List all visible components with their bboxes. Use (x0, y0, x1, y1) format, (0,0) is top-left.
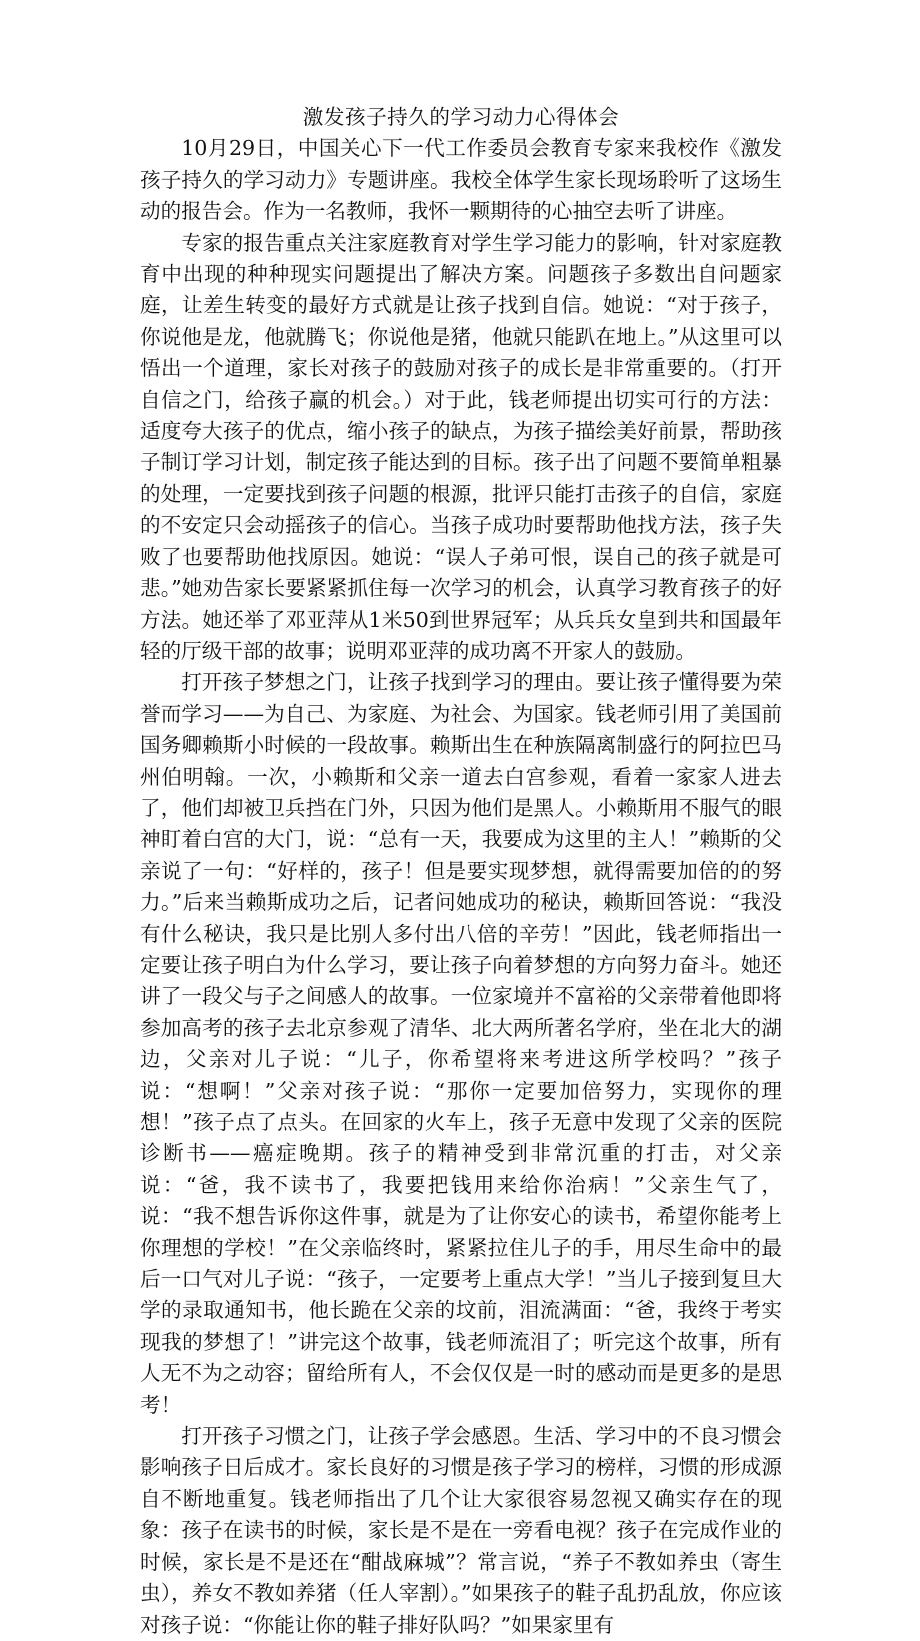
paragraph-intro: 10月29日，中国关心下一代工作委员会教育专家来我校作《激发孩子持久的学习动力》专题讲座。我校全体学生家长现场聆听了这场生动的报告会。作为一名教师，我怀一颗期待的心抽空去听了讲座。 (140, 136, 782, 224)
document-title: 激发孩子持久的学习动力心得体会 (302, 105, 620, 129)
paragraph-dream: 打开孩子梦想之门，让孩子找到学习的理由。要让孩子懂得要为荣誉而学习——为自己、为家庭、为社会、为国家。钱老师引用了美国前国务卿赖斯小时候的一段故事。赖斯出生在种族隔离制盛行的阿拉巴马州伯明翰。一次，小赖斯和父亲一道去白宫参观，看着一家家人进去了，他们却被卫兵挡在门外，只因为他们是黑人。小赖斯用不服气的眼神盯着白宫的大门，说：“总有一天，我要成为这里的主人！”赖斯的父亲说了一句：“好样的，孩子！但是要实现梦想，就得需要加倍的的努力。”后来当赖斯成功之后，记者问她成功的秘诀，赖斯回答说：“我没有什么秘诀，我只是比别人多付出八倍的辛劳！”因此，钱老师指出一定要让孩子明白为什么学习，要让孩子向着梦想的方向努力奋斗。她还讲了一段父与子之间感人的故事。一位家境并不富裕的父亲带着他即将参加高考的孩子去北京参观了清华、北大两所著名学府，坐在北大的湖边，父亲对儿子说：“儿子，你希望将来考进这所学校吗？”孩子说：“想啊！”父亲对孩子说：“那你一定要加倍努力，实现你的理想！”孩子点了点头。在回家的火车上，孩子无意中发现了父亲的医院诊断书——癌症晚期。孩子的精神受到非常沉重的打击，对父亲说：“爸，我不读书了，我要把钱用来给你治病！”父亲生气了，说：“我不想告诉你这件事，就是为了让你安心的读书，希望你能考上你理想的学校！”在父亲临终时，紧紧拉住儿子的手，用尽生命中的最后一口气对儿子说：“孩子，一定要考上重点大学！”当儿子接到复旦大学的录取通知书，他长跪在父亲的坟前，泪流满面：“爸，我终于考实现我的梦想了！”讲完这个故事，钱老师流泪了；听完这个故事，所有人无不为之动容；留给所有人，不会仅仅是一时的感动而是更多的是思考！ (140, 670, 782, 1417)
paragraph-confidence: 专家的报告重点关注家庭教育对学生学习能力的影响，针对家庭教育中出现的种种现实问题提出了解决方案。问题孩子多数出自问题家庭，让差生转变的最好方式就是让孩子找到自信。她说：“对于孩子，你说他是龙，他就腾飞；你说他是猪，他就只能趴在地上。”从这里可以悟出一个道理，家长对孩子的鼓励对孩子的成长是非常重要的。（打开自信之门，给孩子赢的机会。）对于此，钱老师提出切实可行的方法：适度夸大孩子的优点，缩小孩子的缺点，为孩子描绘美好前景，帮助孩子制订学习计划，制定孩子能达到的目标。孩子出了问题不要简单粗暴的处理，一定要找到孩子问题的根源，批评只能打击孩子的自信，家庭的不安定只会动摇孩子的信心。当孩子成功时要帮助他找方法，孩子失败了也要帮助他找原因。她说：“误人子弟可恨，误自己的孩子就是可悲。”她劝告家长要紧紧抓住每一次学习的机会，认真学习教育孩子的好方法。她还举了邓亚萍从1米50到世界冠军；从兵兵女皇到共和国最年轻的厅级干部的故事；说明邓亚萍的成功离不开家人的鼓励。 (140, 230, 782, 663)
paragraph-habit: 打开孩子习惯之门，让孩子学会感恩。生活、学习中的不良习惯会影响孩子日后成才。家长良好的习惯是孩子学习的榜样，习惯的形成源自不断地重复。钱老师指出了几个让大家很容易忽视又确实存在的现象：孩子在读书的时候，家长是不是在一旁看电视？孩子在完成作业的时候，家长是不是还在“酣战麻城”？常言说，“养子不教如养虫（寄生虫），养女不教如养猪（任人宰割）。”如果孩子的鞋子乱扔乱放，你应该对孩子说：“你能让你的鞋子排好队吗？”如果家里有 (140, 1424, 782, 1637)
document-page (140, 102, 782, 1641)
